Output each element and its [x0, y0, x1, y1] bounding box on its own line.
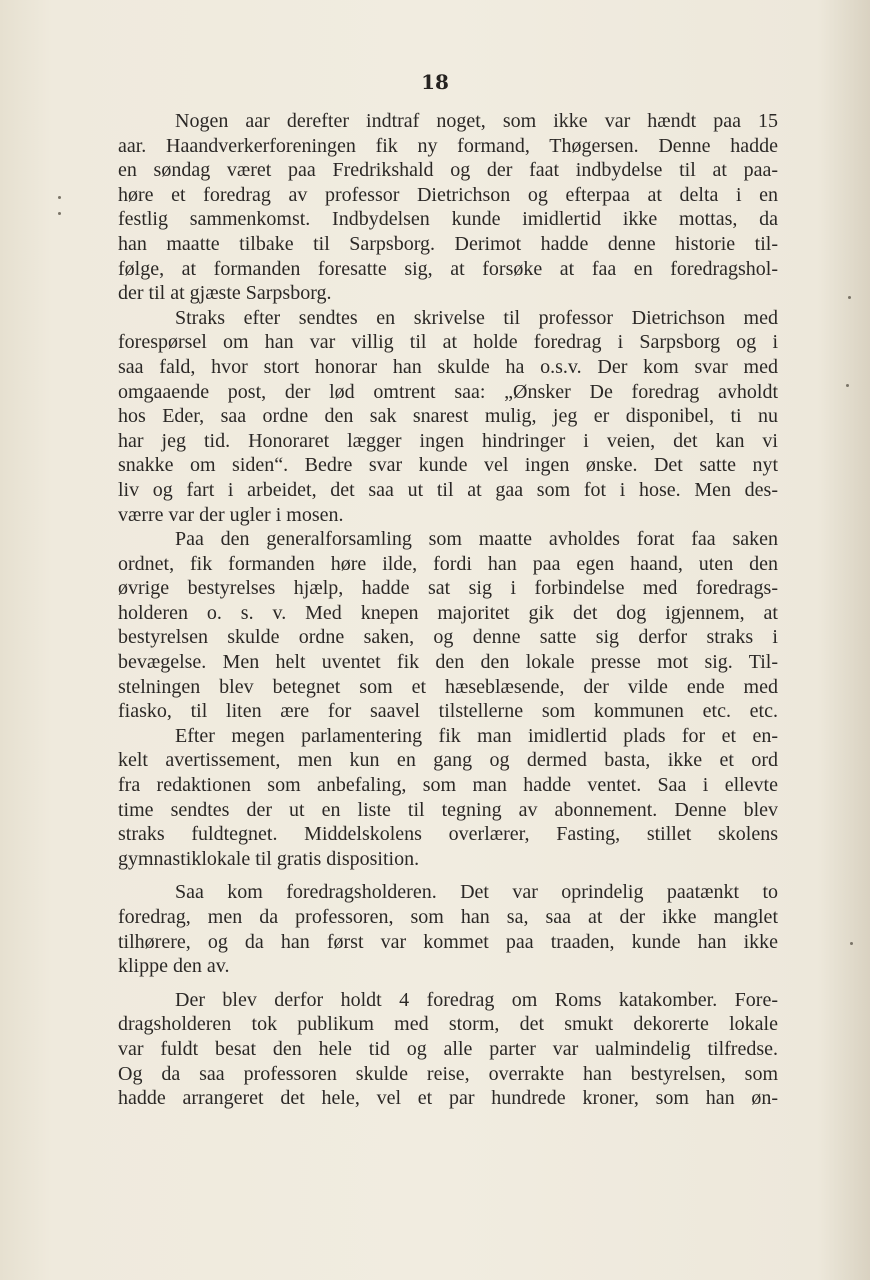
text-line: holderen o. s. v. Med knepen majoritet gik det dog igjennem, at: [118, 601, 778, 624]
text-line: øvrige bestyrelses hjælp, hadde sat sig i forbindelse med foredrags-: [118, 577, 778, 600]
text-line: liv og fart i arbeidet, det saa ut til at gaa som fot i hose. Men des-: [118, 478, 778, 501]
paper-speck: [58, 196, 61, 199]
text-line: var fuldt besat den hele tid og alle parter var ualmindelig tilfredse.: [118, 1037, 778, 1060]
page-number: 18: [421, 70, 449, 94]
text-line: bestyrelsen skulde ordne saken, og denne satte sig derfor straks i: [118, 626, 778, 649]
text-line: festlig sammenkomst. Indbydelsen kunde imidlertid ikke mottas, da: [118, 208, 778, 231]
text-line: fiasko, til liten ære for saavel tilstellerne som kommunen etc. etc.: [118, 700, 778, 723]
paragraph: [118, 527, 778, 724]
text-line: høre et foredrag av professor Dietrichson og efterpaa at delta i en: [118, 183, 778, 206]
text-line: ordnet, fik formanden høre ilde, fordi han paa egen haand, uten den: [118, 552, 778, 575]
paragraph: [118, 880, 778, 978]
text-line: der til at gjæste Sarpsborg.: [118, 282, 332, 305]
text-line: bevægelse. Men helt uventet fik den den lokale presse mot sig. Til-: [118, 651, 778, 674]
text-line: dragsholderen tok publikum med storm, det smukt dekorerte lokale: [118, 1013, 778, 1036]
text-line: Nogen aar derefter indtraf noget, som ikke var hændt paa 15: [175, 110, 778, 132]
text-line: forespørsel om han var villig til at holde foredrag i Sarpsborg og i: [118, 331, 778, 354]
text-line: Og da saa professoren skulde reise, overrakte han bestyrelsen, som: [118, 1062, 778, 1085]
text-line: en søndag været paa Fredrikshald og der faat indbydelse til at paa-: [118, 159, 778, 182]
paragraph: [118, 306, 778, 527]
paper-speck: [58, 212, 61, 215]
text-line: time sendtes der ut en liste til tegning av abonnement. Denne blev: [118, 798, 778, 821]
text-line: følge, at formanden foresatte sig, at forsøke at faa en foredragshol-: [118, 257, 778, 280]
paragraph: [118, 988, 778, 1111]
text-line: værre var der ugler i mosen.: [118, 503, 344, 526]
text-line: saa fald, hvor stort honorar han skulde ha o.s.v. Der kom svar med: [118, 355, 778, 378]
text-line: omgaaende post, der lød omtrent saa: „Ønsker De foredrag avholdt: [118, 380, 778, 403]
text-line: aar. Haandverkerforeningen fik ny formand, Thøgersen. Denne hadde: [118, 134, 778, 157]
text-line: hos Eder, saa ordne den sak snarest mulig, jeg er disponibel, ti nu: [118, 405, 778, 428]
paper-speck: [848, 296, 851, 299]
body-text: [118, 109, 778, 1111]
paragraph: [118, 724, 778, 872]
paragraph: [118, 109, 778, 306]
text-line: hadde arrangeret det hele, vel et par hundrede kroner, som han øn-: [118, 1087, 778, 1110]
text-line: har jeg tid. Honoraret lægger ingen hindringer i veien, det kan vi: [118, 429, 778, 452]
text-line: kelt avertissement, men kun en gang og dermed basta, ikke et ord: [118, 749, 778, 772]
text-line: klippe den av.: [118, 955, 230, 978]
text-line: fra redaktionen som anbefaling, som man hadde ventet. Saa i ellevte: [118, 774, 778, 797]
text-line: snakke om siden“. Bedre svar kunde vel ingen ønske. Det satte nyt: [118, 454, 778, 477]
text-line: Efter megen parlamentering fik man imidlertid plads for et en-: [175, 724, 778, 747]
text-line: Paa den generalforsamling som maatte avholdes forat faa saken: [175, 528, 778, 551]
text-line: Saa kom foredragsholderen. Det var oprindelig paatænkt to: [175, 881, 778, 904]
text-line: straks fuldtegnet. Middelskolens overlærer, Fasting, stillet skolens: [118, 823, 778, 846]
text-line: han maatte tilbake til Sarpsborg. Derimot hadde denne historie til-: [118, 232, 778, 255]
text-line: foredrag, men da professoren, som han sa, saa at der ikke manglet: [118, 906, 778, 928]
text-line: tilhørere, og da han først var kommet paa traaden, kunde han ikke: [118, 930, 778, 953]
text-line: Straks efter sendtes en skrivelse til professor Dietrichson med: [175, 306, 778, 329]
text-line: gymnastiklokale til gratis disposition.: [118, 847, 420, 870]
paper-speck: [846, 384, 849, 387]
paper-speck: [850, 942, 853, 945]
text-line: Der blev derfor holdt 4 foredrag om Roms katakomber. Fore-: [175, 988, 778, 1011]
text-line: stelningen blev betegnet som et hæseblæsende, der vilde ende med: [118, 675, 778, 698]
